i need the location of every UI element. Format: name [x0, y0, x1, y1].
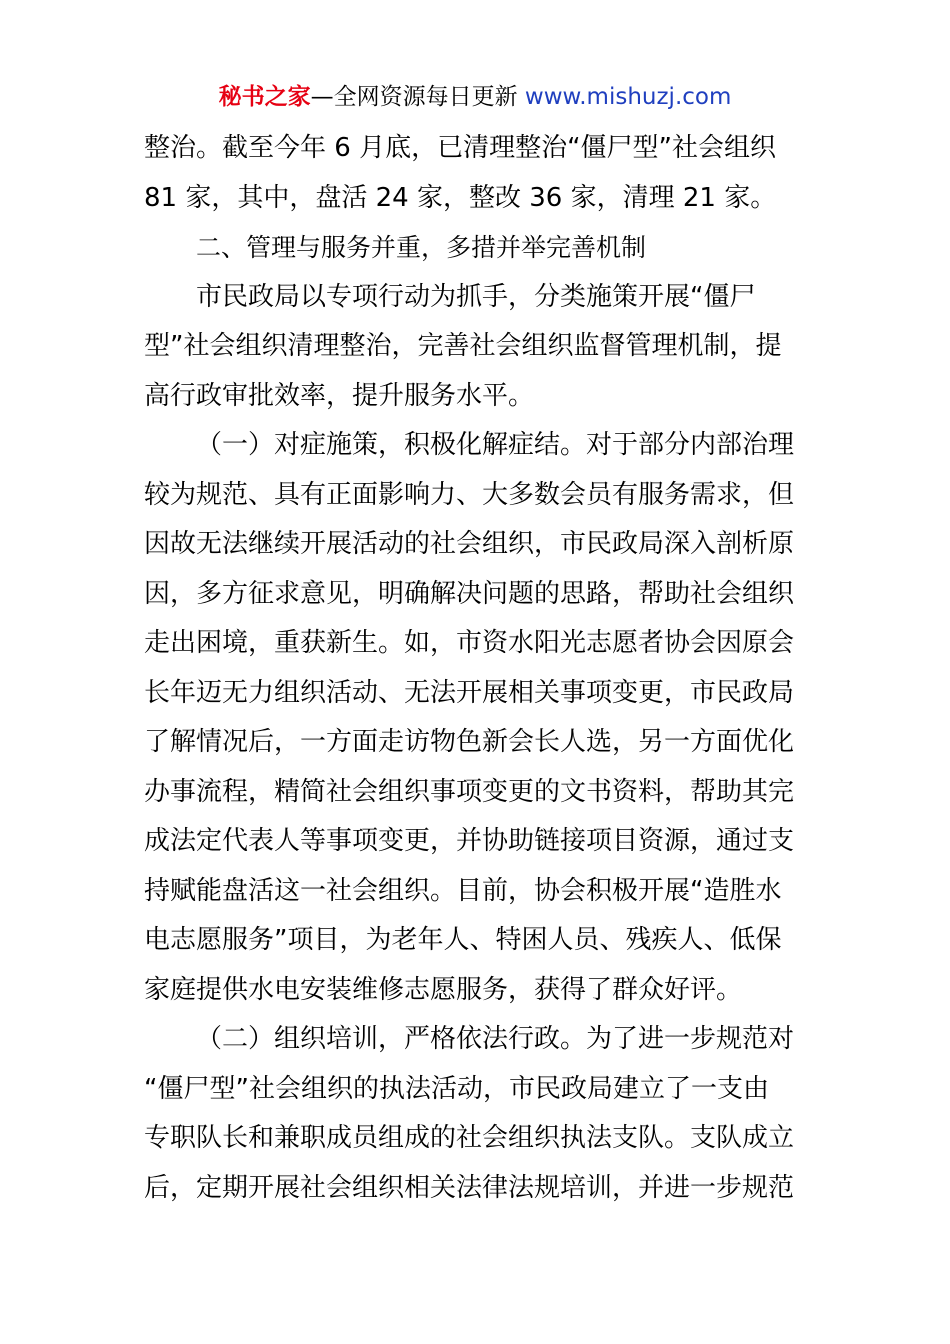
site-header [0, 80, 950, 114]
text-line: 高行政审批效率，提升服务水平。 [144, 380, 535, 411]
text-line: 较为规范、具有正面影响力、大多数会员有服务需求，但 [144, 479, 795, 510]
paragraph-first-line: 市民政局以专项行动为抓手，分类施策开展“僵尸 [196, 281, 756, 312]
text-line: 办事流程，精简社会组织事项变更的文书资料，帮助其完 [144, 776, 795, 807]
text-line: 家庭提供水电安装维修志愿服务，获得了群众好评。 [144, 974, 743, 1005]
brand-name: 秘书之家 [218, 84, 311, 110]
text-line: 专职队长和兼职成员组成的社会组织执法支队。支队成立 [144, 1123, 795, 1153]
site-url-link[interactable]: www.mishuzj.com [524, 84, 732, 110]
section-heading: 二、管理与服务并重，多措并举完善机制 [196, 233, 647, 262]
text-line: 了解情况后，一方面走访物色新会长人选，另一方面优化 [144, 727, 795, 757]
text-line: “僵尸型”社会组织的执法活动，市民政局建立了一支由 [144, 1073, 769, 1104]
text-line: 走出困境，重获新生。如，市资水阳光志愿者协会因原会 [144, 628, 795, 658]
text-line: 因故无法继续开展活动的社会组织，市民政局深入剖析原 [144, 529, 795, 559]
text-line: 电志愿服务”项目，为老年人、特困人员、残疾人、低保 [144, 925, 782, 955]
text-line: 长年迈无力组织活动、无法开展相关事项变更，市民政局 [144, 677, 795, 708]
text-line: 整治。截至今年 6 月底，已清理整治“僵尸型”社会组织 [144, 133, 777, 163]
header-tagline: —全网资源每日更新 [310, 84, 525, 110]
paragraph-first-line: （一）对症施策，积极化解症结。对于部分内部治理 [196, 430, 795, 460]
text-line: 持赋能盘活这一社会组织。目前，协会积极开展“造胜水 [144, 875, 782, 906]
text-line: 81 家，其中，盘活 24 家，整改 36 家，清理 21 家。 [144, 182, 777, 213]
text-line: 因，多方征求意见，明确解决问题的思路，帮助社会组织 [144, 578, 795, 609]
text-line: 后，定期开展社会组织相关法律法规培训，并进一步规范 [144, 1172, 795, 1203]
paragraph-first-line: （二）组织培训，严格依法行政。为了进一步规范对 [196, 1024, 795, 1054]
document-body [144, 124, 808, 1213]
text-line: 型”社会组织清理整治，完善社会组织监督管理机制，提 [144, 331, 782, 361]
text-line: 成法定代表人等事项变更，并协助链接项目资源，通过支 [144, 826, 795, 856]
